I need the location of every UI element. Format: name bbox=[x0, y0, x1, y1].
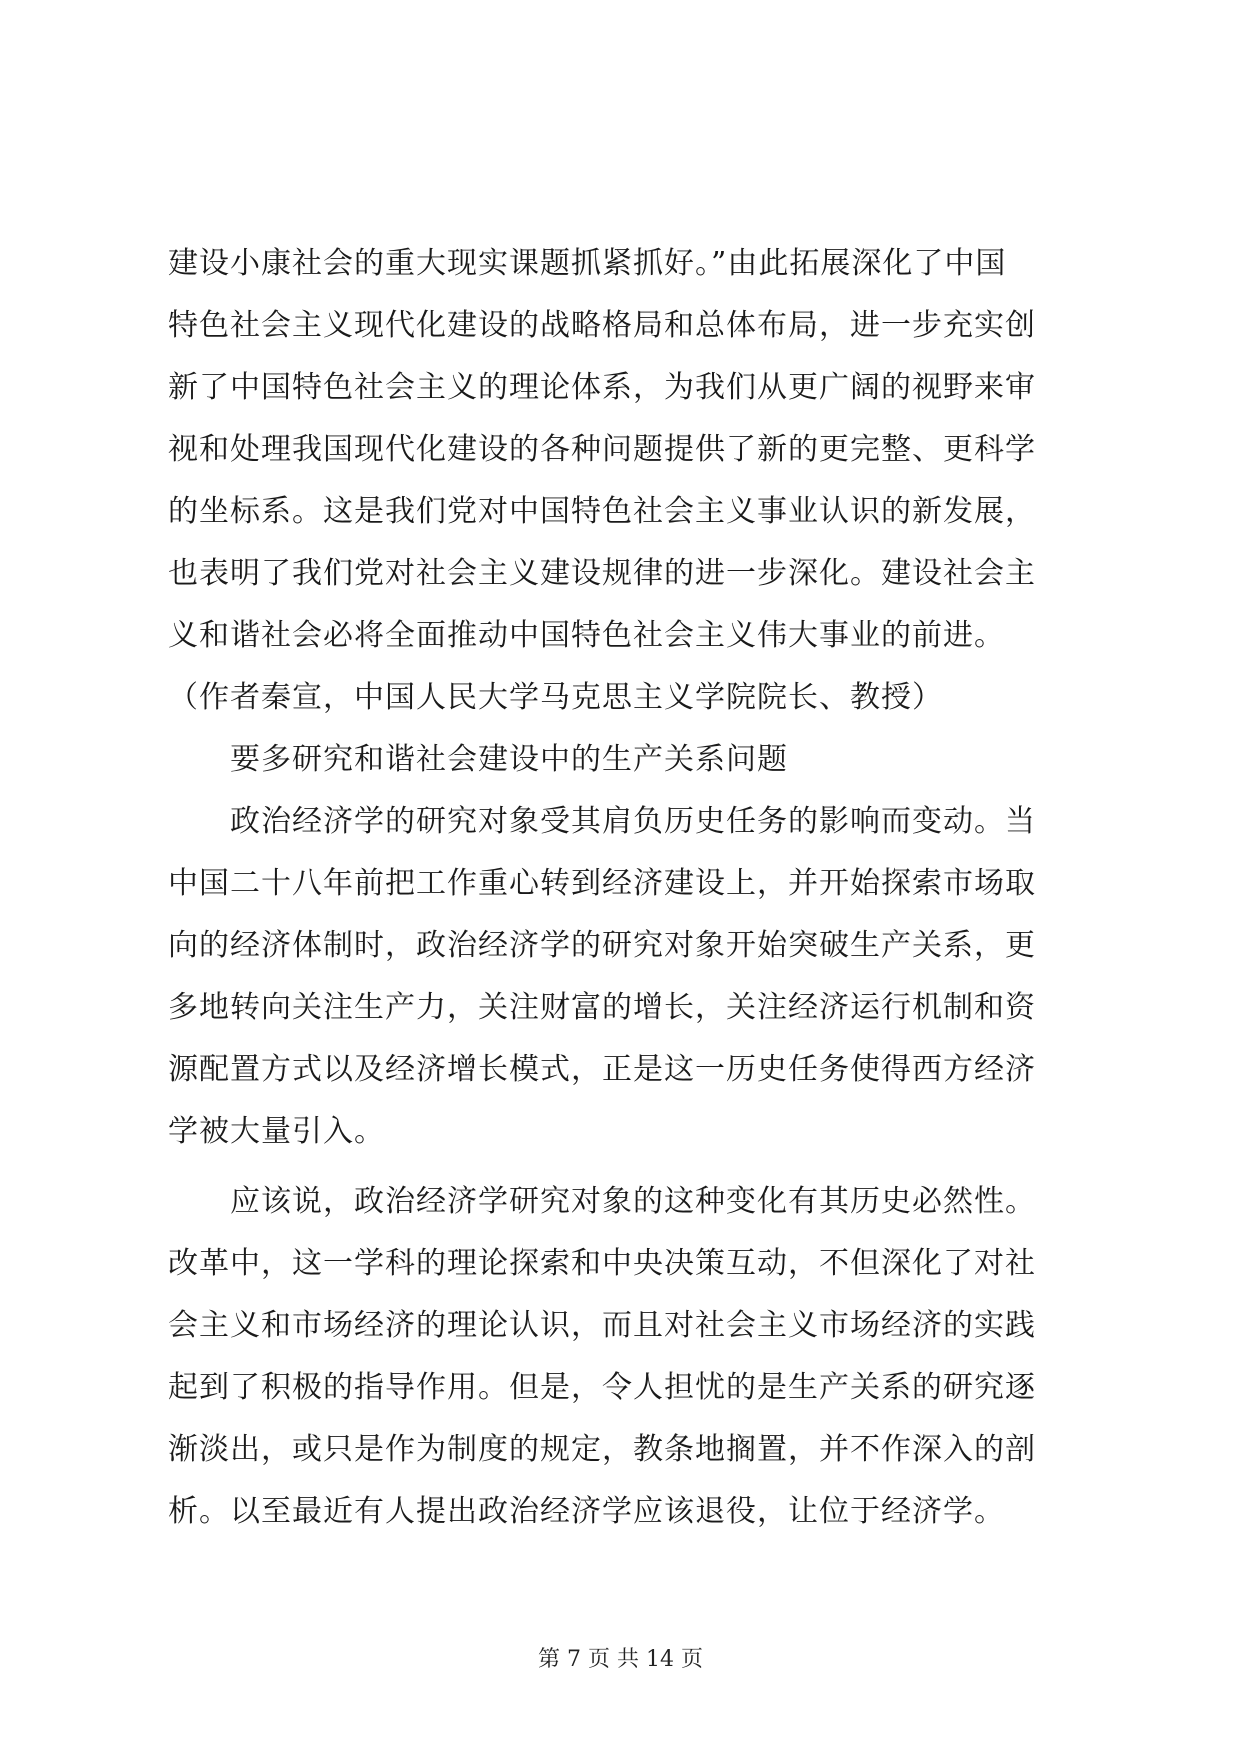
text-line: 会主义和市场经济的理论认识，而且对社会主义市场经济的实践 bbox=[168, 1308, 1036, 1343]
text-line: 多地转向关注生产力，关注财富的增长，关注经济运行机制和资 bbox=[168, 990, 1036, 1025]
text-line: 的坐标系。这是我们党对中国特色社会主义事业认识的新发展， bbox=[168, 494, 1036, 529]
text-line: 向的经济体制时，政治经济学的研究对象开始突破生产关系，更 bbox=[168, 928, 1036, 963]
text-line: 新了中国特色社会主义的理论体系，为我们从更广阔的视野来审 bbox=[168, 370, 1036, 405]
text-line: 视和处理我国现代化建设的各种问题提供了新的更完整、更科学 bbox=[168, 432, 1036, 467]
page-number-footer: 第 7 页 共 14 页 bbox=[538, 1647, 703, 1672]
text-line: 中国二十八年前把工作重心转到经济建设上，并开始探索市场取 bbox=[168, 866, 1036, 901]
document-body bbox=[168, 233, 1088, 1543]
text-line: 改革中，这一学科的理论探索和中央决策互动，不但深化了对社 bbox=[168, 1246, 1036, 1281]
text-line: 义和谐社会必将全面推动中国特色社会主义伟大事业的前进。 bbox=[168, 618, 1005, 653]
text-line: 应该说，政治经济学研究对象的这种变化有其历史必然性。 bbox=[230, 1184, 1036, 1219]
text-line: 析。以至最近有人提出政治经济学应该退役，让位于经济学。 bbox=[168, 1494, 1005, 1529]
text-line: 学被大量引入。 bbox=[168, 1114, 385, 1149]
text-line: 源配置方式以及经济增长模式，正是这一历史任务使得西方经济 bbox=[168, 1052, 1036, 1087]
author-note: （作者秦宣，中国人民大学马克思主义学院院长、教授） bbox=[168, 680, 943, 715]
text-line: 建设小康社会的重大现实课题抓紧抓好。”由此拓展深化了中国 bbox=[168, 246, 1007, 281]
text-line: 起到了积极的指导作用。但是，令人担忧的是生产关系的研究逐 bbox=[168, 1370, 1036, 1405]
text-line: 渐淡出，或只是作为制度的规定，教条地搁置，并不作深入的剖 bbox=[168, 1432, 1036, 1467]
text-line: 也表明了我们党对社会主义建设规律的进一步深化。建设社会主 bbox=[168, 556, 1036, 591]
text-line: 特色社会主义现代化建设的战略格局和总体布局，进一步充实创 bbox=[168, 308, 1036, 343]
text-line: 政治经济学的研究对象受其肩负历史任务的影响而变动。当 bbox=[230, 804, 1036, 839]
section-heading: 要多研究和谐社会建设中的生产关系问题 bbox=[230, 742, 788, 777]
